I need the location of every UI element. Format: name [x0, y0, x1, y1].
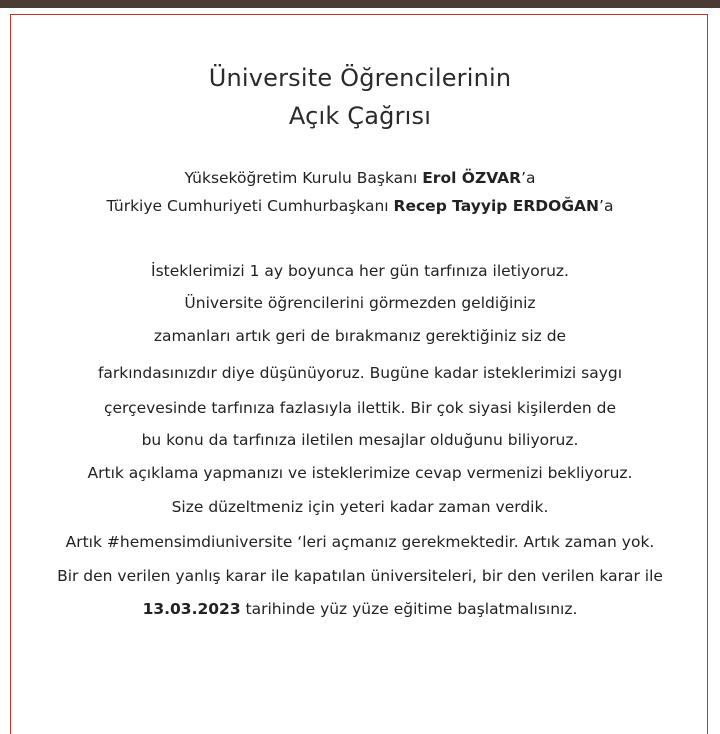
addressee-1-suffix: ’a [521, 169, 536, 187]
addressee-1-prefix: Yükseköğretim Kurulu Başkanı [184, 169, 423, 187]
body-line-last [0, 599, 720, 619]
body-line: İsteklerimizi 1 ay boyunca her gün tarfınıza iletiyoruz. [151, 262, 569, 280]
body-line: Üniversite öğrencilerini görmezden geldiğiniz [184, 294, 536, 312]
body-line: zamanları artık geri de bırakmanız gerektiğiniz siz de [153, 327, 567, 345]
body-line: Artık açıklama yapmanızı ve isteklerimize cevap vermenizi bekliyoruz. [87, 464, 633, 482]
body-line: farkındasınızdır diye düşünüyoruz. Bugüne kadar isteklerimizi saygı [97, 364, 623, 382]
body-line: Size düzeltmeniz için yeteri kadar zaman verdik. [171, 498, 549, 516]
addressee-line-2 [0, 196, 720, 216]
body-line: çerçevesinde tarfınıza fazlasıyla ilettik. Bir çok siyasi kişilerden de [103, 399, 616, 417]
document-title-line1: Üniversite Öğrencilerinin [208, 64, 512, 92]
body-line: Artık #hemensimdiuniversite ‘leri açmanız gerekmektedir. Artık zaman yok. [65, 533, 655, 551]
body-line: bu konu da tarfınıza iletilen mesajlar olduğunu biliyoruz. [141, 431, 579, 449]
addressee-2-name: Recep Tayyip ERDOĞAN [393, 197, 600, 215]
addressee-1-name: Erol ÖZVAR [422, 169, 522, 187]
addressee-2-suffix: ’a [599, 197, 614, 215]
document-title-line2: Açık Çağrısı [288, 102, 432, 130]
date-highlight: 13.03.2023 [142, 600, 241, 618]
body-line-last-rest: tarihinde yüz yüze eğitime başlatmalısınız. [240, 600, 578, 618]
body-line: Bir den verilen yanlış karar ile kapatılan üniversiteleri, bir den verilen karar ile [57, 567, 663, 585]
top-bar [0, 0, 720, 8]
addressee-line-1 [0, 168, 720, 188]
addressee-2-prefix: Türkiye Cumhuriyeti Cumhurbaşkanı [106, 197, 394, 215]
